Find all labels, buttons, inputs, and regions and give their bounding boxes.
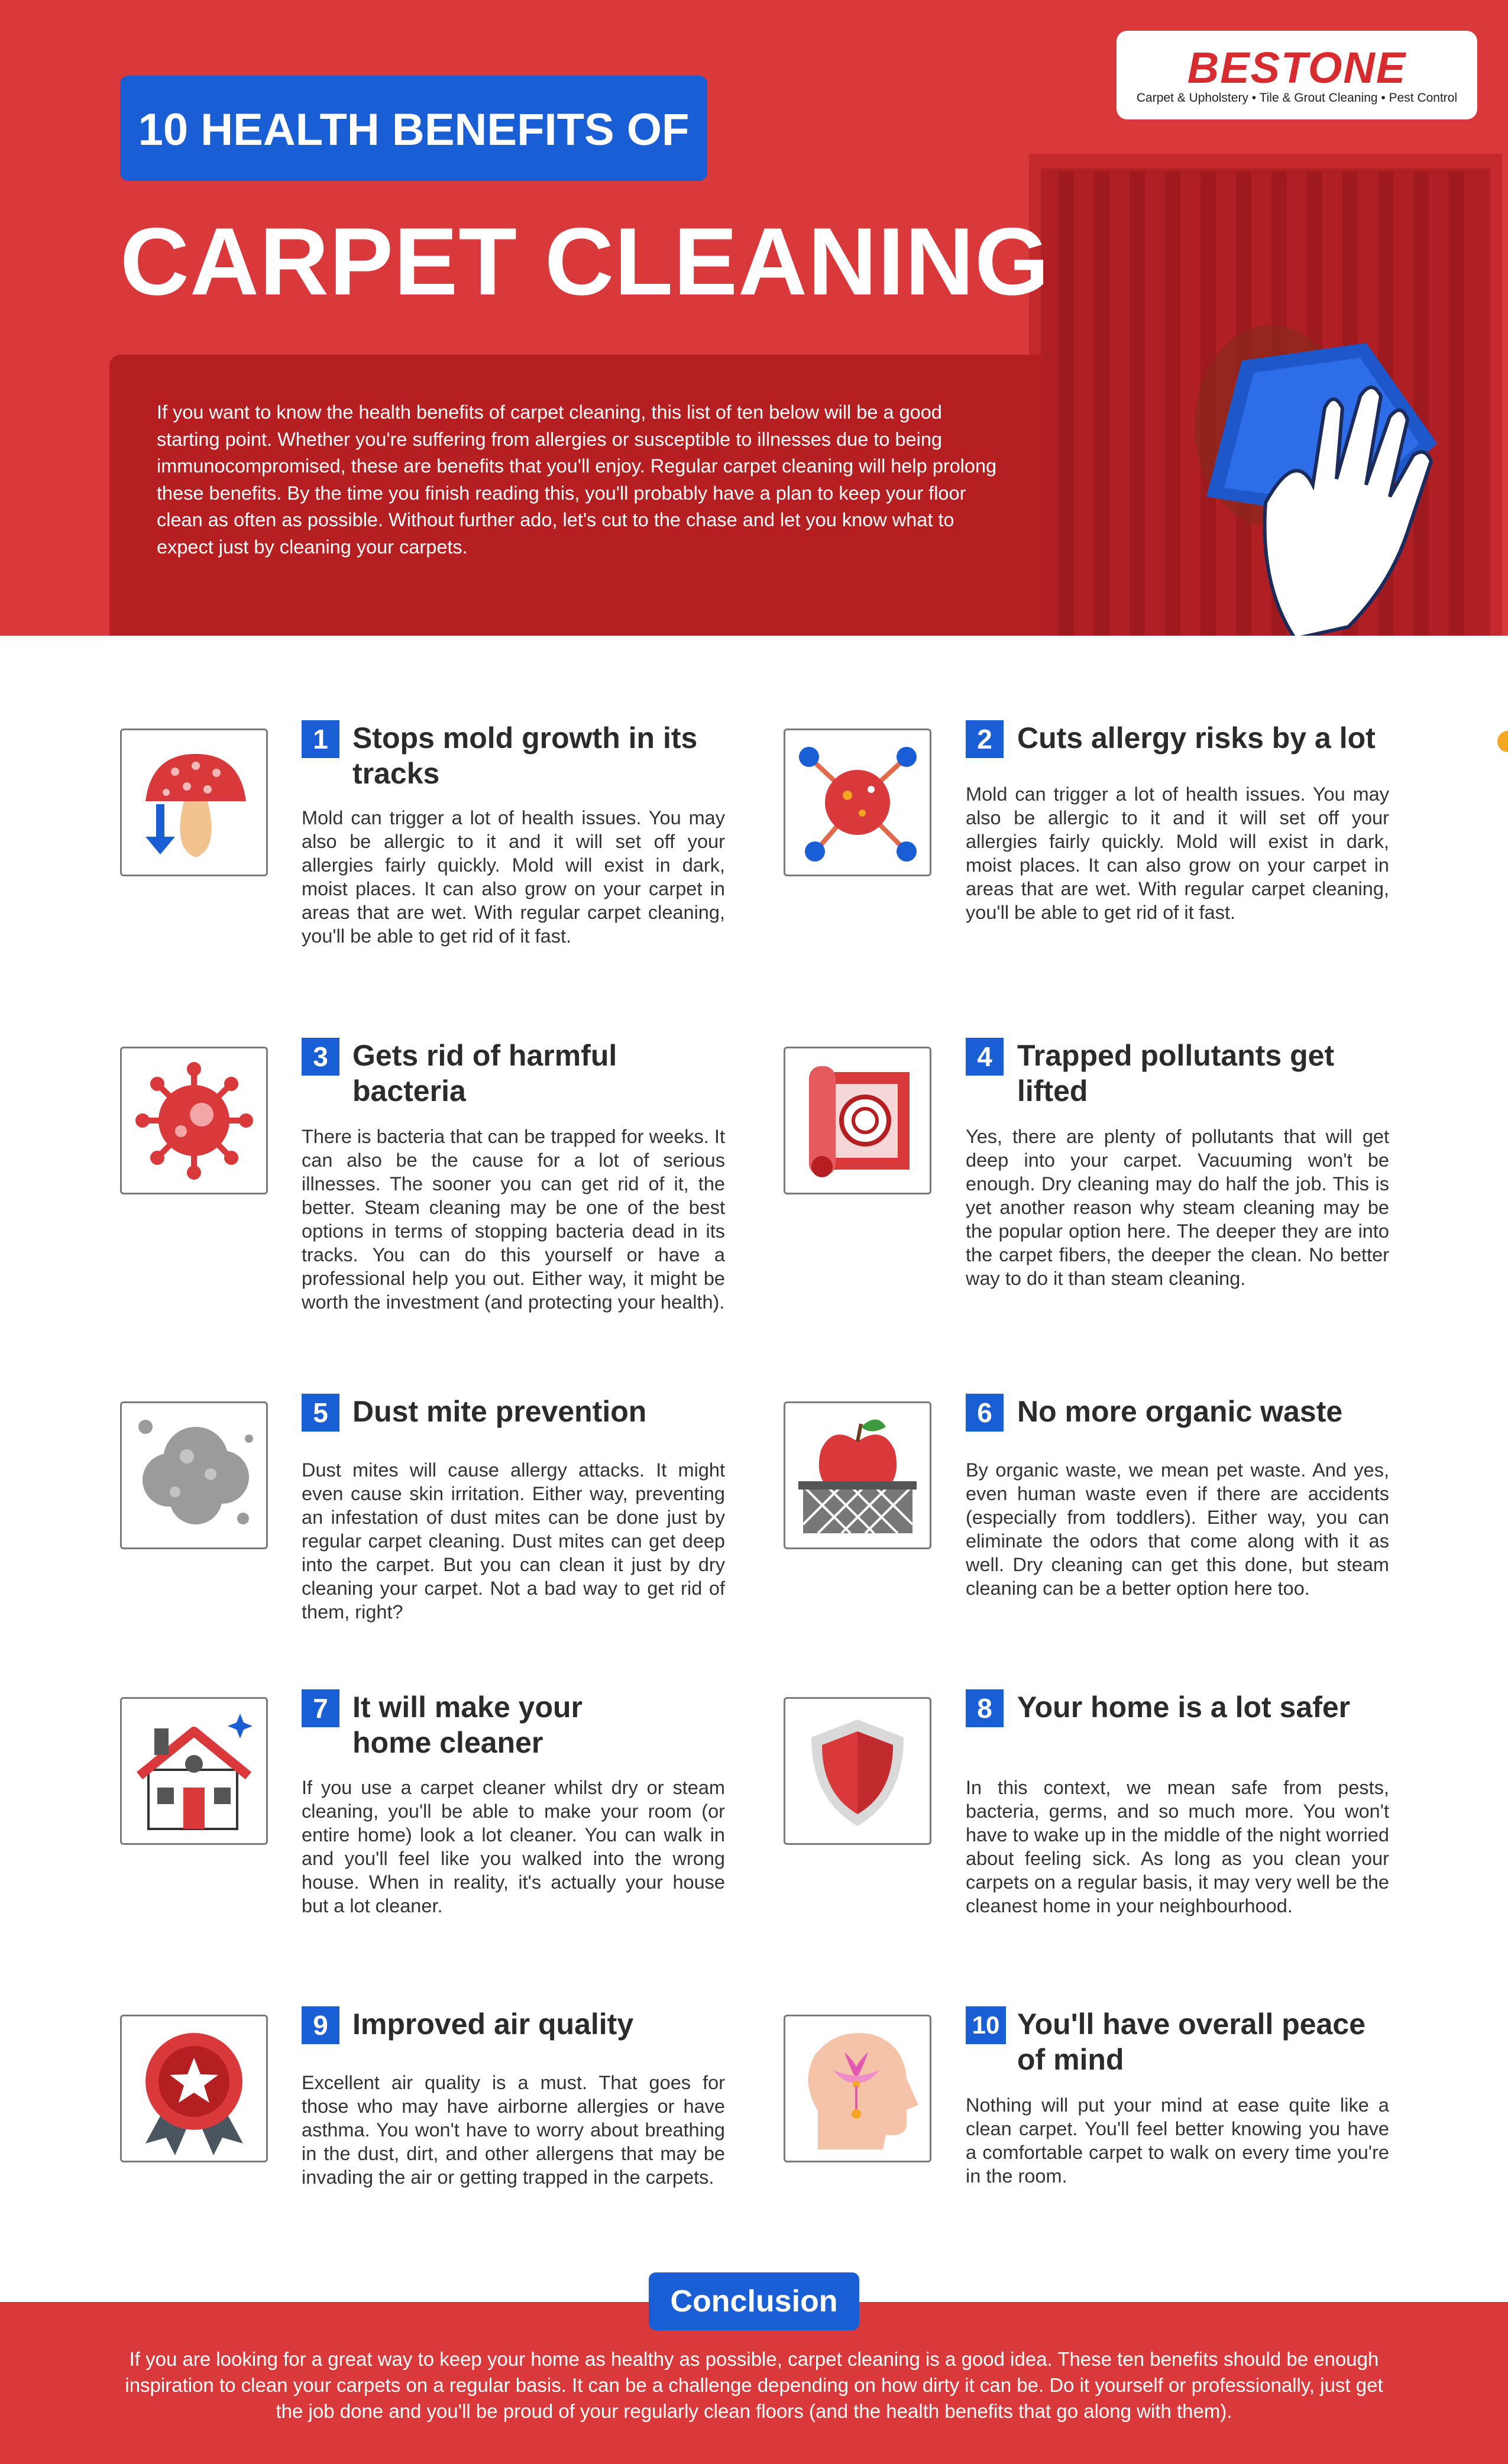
benefit-8-number: 8 bbox=[966, 1689, 1004, 1727]
page-title-line1: 10 HEALTH BENEFITS OF bbox=[138, 105, 690, 155]
benefit-1-title: Stops mold growth in its tracks bbox=[352, 721, 698, 790]
benefit-8-title: Your home is a lot safer bbox=[1017, 1691, 1351, 1724]
benefit-4-title: Trapped pollutants get lifted bbox=[1017, 1039, 1335, 1108]
benefit-3-number: 3 bbox=[302, 1038, 339, 1076]
benefit-5-icon-box bbox=[120, 1401, 268, 1549]
benefit-7-text: If you use a carpet cleaner whilst dry or steam cleaning, you'll be able to make your room (or entire home) look a lot cleaner. You can walk in and you'll feel like you walked into the wrong house. When in reality, it's actually your house but a lot cleaner. bbox=[302, 1777, 725, 1916]
mushroom-icon bbox=[122, 730, 266, 875]
bacteria-icon bbox=[122, 1048, 266, 1193]
carpet-roll-icon bbox=[785, 1048, 930, 1193]
benefit-5-number: 5 bbox=[302, 1394, 339, 1432]
benefit-3-icon-box bbox=[120, 1047, 268, 1194]
benefit-3-text: There is bacteria that can be trapped for weeks. It can also be the cause for a lot of serious illnesses. The sooner you can get rid of it, the better. Steam cleaning may be one of the best options in terms of stopping bacteria dead in its tracks. You can do this yourself or have a professional help you out. Either way, it might be worth the investment (and protecting your health). bbox=[302, 1126, 725, 1313]
decorative-dot bbox=[1497, 731, 1508, 752]
logo-tagline: Carpet & Upholstery • Tile & Grout Cleaning • Pest Control bbox=[1136, 91, 1458, 105]
benefit-10-text: Nothing will put your mind at ease quite like a clean carpet. You'll feel better knowing you have a comfortable carpet to walk on every time you're in the room. bbox=[966, 2094, 1389, 2187]
benefit-4-number: 4 bbox=[966, 1038, 1004, 1076]
benefit-1-icon-box bbox=[120, 728, 268, 876]
title-badge bbox=[120, 76, 707, 181]
dust-cloud-icon bbox=[122, 1403, 266, 1547]
benefit-10-number: 10 bbox=[966, 2006, 1006, 2044]
cleaning-hand-icon bbox=[1171, 307, 1508, 636]
logo-name: BESTONE bbox=[1187, 43, 1407, 92]
allergen-molecule-icon bbox=[785, 730, 930, 875]
benefit-10-icon-box bbox=[784, 2015, 931, 2162]
shield-icon bbox=[785, 1699, 930, 1843]
benefit-9-title: Improved air quality bbox=[352, 2008, 634, 2041]
benefit-10-title: You'll have overall peace of mind bbox=[1017, 2008, 1366, 2076]
benefit-2-number: 2 bbox=[966, 720, 1004, 758]
mind-lotus-icon bbox=[785, 2016, 930, 2161]
benefit-2-icon-box bbox=[784, 728, 931, 876]
benefit-2-title: Cuts allergy risks by a lot bbox=[1017, 721, 1376, 755]
benefit-5-text: Dust mites will cause allergy attacks. It might even cause skin irritation. Either way, preventing an infestation of dust mites can be done just by regular carpet cleaning. Dust mites can get deep into the carpet. But you can clean it just by dry cleaning your carpet. Not a bad way to get rid of them, right? bbox=[302, 1459, 725, 1623]
benefit-5-title: Dust mite prevention bbox=[352, 1395, 647, 1428]
benefit-7-number: 7 bbox=[302, 1689, 339, 1727]
benefit-7-icon-box bbox=[120, 1697, 268, 1845]
logo[interactable] bbox=[1117, 31, 1477, 119]
benefit-4-text: Yes, there are plenty of pollutants that will get deep into your carpet. Vacuuming won't be enough. Dry cleaning may do half the job. This is yet another reason why steam cleaning may be the popular option here. The deeper they are into the carpet fibers, the deeper the clean. No better way to do it than steam cleaning. bbox=[966, 1126, 1389, 1289]
benefit-4-icon-box bbox=[784, 1047, 931, 1194]
conclusion-text: If you are looking for a great way to keep your home as healthy as possible, carpet cleaning is a good idea. These ten benefits should be enough inspiration to clean your carpets on a regular basis. It can be a challenge depending on how dirty it can be. Do it yourself or professionally, just get the job done and you'll be proud of your regularly clean floors (and the health benefits that go along with them). bbox=[125, 2348, 1383, 2422]
badge-icon bbox=[122, 2016, 266, 2161]
benefit-6-number: 6 bbox=[966, 1394, 1004, 1432]
benefit-3-title: Gets rid of harmful bacteria bbox=[352, 1039, 617, 1108]
benefit-6-text: By organic waste, we mean pet waste. And yes, even human waste even if there are accidents (especially from toddlers). Either way, you can eliminate the odors that come along with it as well. Dry cleaning can get this done, but steam cleaning can be a better option here too. bbox=[966, 1459, 1389, 1599]
conclusion-label: Conclusion bbox=[649, 2272, 859, 2330]
intro-text: If you want to know the health benefits of carpet cleaning, this list of ten below will be a good starting point. Whether you're suffering from allergies or susceptible to illnesses due to being immunocompromised, these are benefits that you'll enjoy. Regular carpet cleaning will help prolong these benefits. By the time you finish reading this, you'll probably have a plan to keep your floor clean as often as possible. Without further ado, let's cut to the chase and let you know what to expect just by cleaning your carpets. bbox=[157, 402, 997, 558]
benefit-6-icon-box bbox=[784, 1401, 931, 1549]
benefit-9-number: 9 bbox=[302, 2006, 339, 2044]
house-icon bbox=[122, 1699, 266, 1843]
benefit-7-title: It will make your home cleaner bbox=[352, 1691, 583, 1759]
benefit-8-text: In this context, we mean safe from pests, bacteria, germs, and so much more. You won't have to wake up in the middle of the night worried about feeling sick. As long as you clean your carpets on a regular basis, it may very well be the cleanest home in your neighbourhood. bbox=[966, 1777, 1389, 1916]
benefit-9-text: Excellent air quality is a must. That goes for those who may have airborne allergies or have asthma. You won't have to worry about breathing in the dust, dirt, and other allergens that may be invading the air or getting trapped in the carpets. bbox=[302, 2072, 725, 2188]
benefit-6-title: No more organic waste bbox=[1017, 1395, 1343, 1428]
benefit-1-number: 1 bbox=[302, 720, 339, 758]
page-title-line2: CARPET CLEANING bbox=[120, 208, 1050, 315]
benefit-1-text: Mold can trigger a lot of health issues. You may also be allergic to it and it will set off your allergies fairly quickly. Mold will exist in dark, moist places. It can also grow on your carpet in areas that are wet. With regular carpet cleaning, you'll be able to get rid of it fast. bbox=[302, 807, 725, 947]
apple-basket-icon bbox=[785, 1403, 930, 1547]
intro-panel bbox=[109, 355, 1044, 636]
benefit-8-icon-box bbox=[784, 1697, 931, 1845]
benefit-2-text: Mold can trigger a lot of health issues. You may also be allergic to it and it will set off your allergies fairly quickly. Mold will exist in dark, moist places. It can also grow on your carpet in areas that are wet. With regular carpet cleaning, you'll be able to get rid of it fast. bbox=[966, 783, 1389, 923]
benefit-9-icon-box bbox=[120, 2015, 268, 2162]
